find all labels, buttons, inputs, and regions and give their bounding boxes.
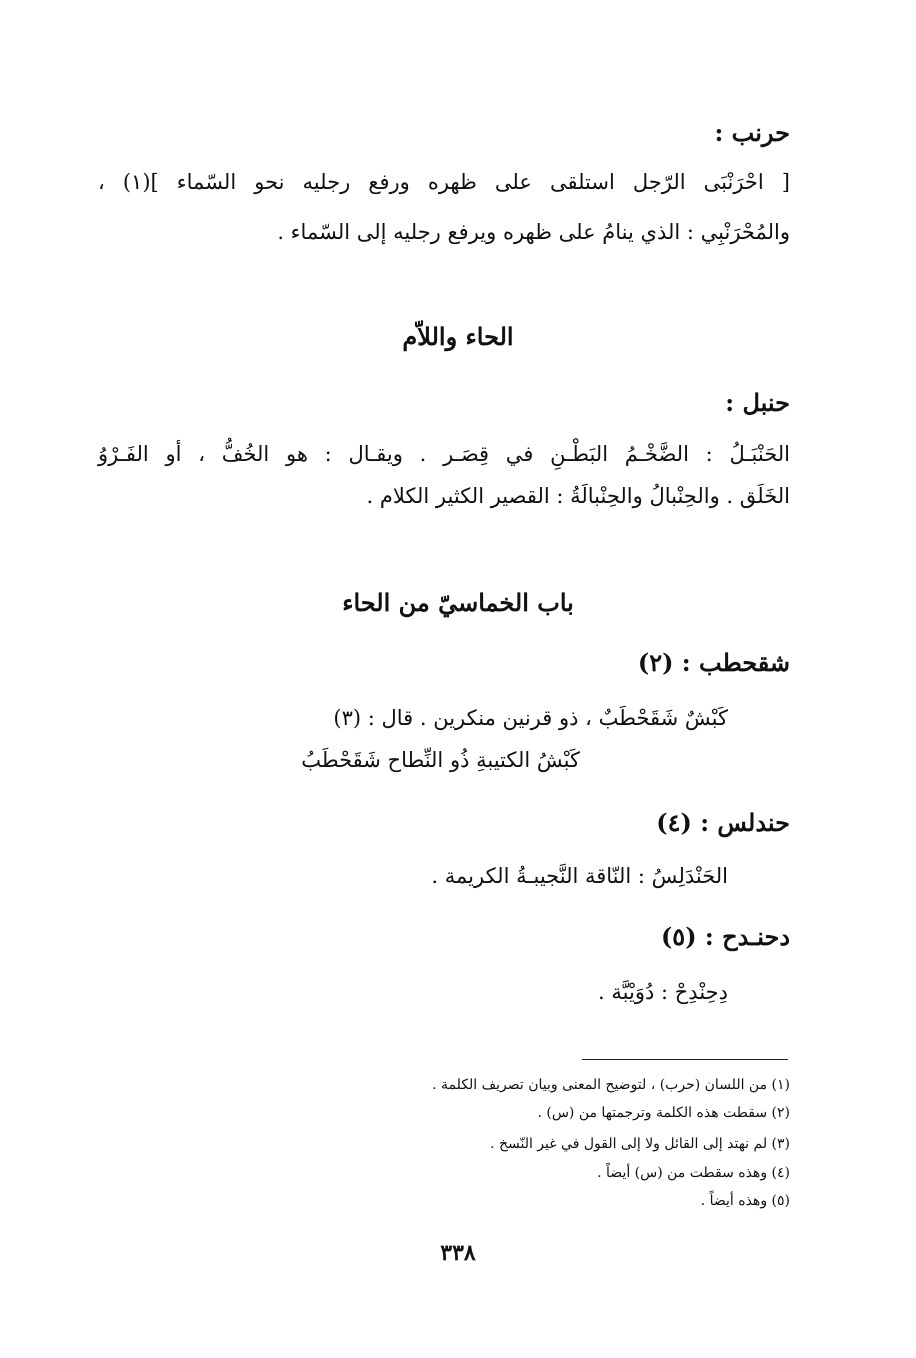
entry-head-shaqhatab: شقحطب : (٢) (637, 648, 790, 677)
entry-head-harnab: حرنب : (714, 118, 790, 147)
footnote-5: (٥) وهذه أيضاً . (700, 1193, 790, 1209)
footnote-1: (١) من اللسان (حرب) ، لتوضيح المعنى وبيان تصريف الكلمة . (432, 1077, 790, 1093)
entry-text-harnab-line1: [ احْرَنْبَى الرّجل استلقى على ظهره ورفع رجليه نحو السّماء ](١) ، (98, 170, 790, 194)
entry-text-hanbal-line1: الحَنْبَـلُ : الضَّخْـمُ البَطْـنِ في قِصَـر . ويقـال : هو الخُفُّ ، أو الفَـرْوُ (98, 442, 790, 466)
footnote-3: (٣) لم نهتد إلى القائل ولا إلى القول في غير النّسخ . (490, 1136, 790, 1152)
entry-text-hanbal-line2: الخَلَق . والحِنْبالُ والحِنْبالَةُ : القصير الكثير الكلام . (366, 484, 790, 508)
entry-head-handalis: حندلس : (٤) (656, 808, 790, 837)
page-number: ٣٣٨ (440, 1240, 476, 1266)
entry-verse-shaqhatab: كَبْشُ الكتيبةِ ذُو النِّطاح شَقَحْطَبُ (301, 748, 580, 772)
entry-head-dahandah: دحنـدح : (٥) (660, 922, 790, 951)
entry-text-dahandah: دِحِنْدِحْ : دُوَيْبَّة . (598, 980, 728, 1004)
entry-text-shaqhatab-line1: كَبْشٌ شَقَحْطَبٌ ، ذو قرنين منكرين . قال : (٣) (333, 706, 728, 730)
entry-head-hanbal: حنبل : (725, 388, 790, 417)
footnote-2: (٢) سقطت هذه الكلمة وترجمتها من (س) . (537, 1105, 790, 1121)
entry-text-handalis: الحَنْدَلِسُ : النّاقة النَّجيبـةُ الكريمة . (431, 864, 728, 888)
footnote-4: (٤) وهذه سقطت من (س) أيضاً . (597, 1165, 790, 1181)
section-heading-ha-lam: الحاء واللاّم (402, 322, 514, 351)
section-heading-khumasi: باب الخماسيّ من الحاء (342, 588, 574, 617)
entry-text-harnab-line2: والمُحْرَنْبِي : الذي ينامُ على ظهره ويرفع رجليه إلى السّماء . (277, 220, 790, 244)
footnote-divider (582, 1059, 788, 1060)
